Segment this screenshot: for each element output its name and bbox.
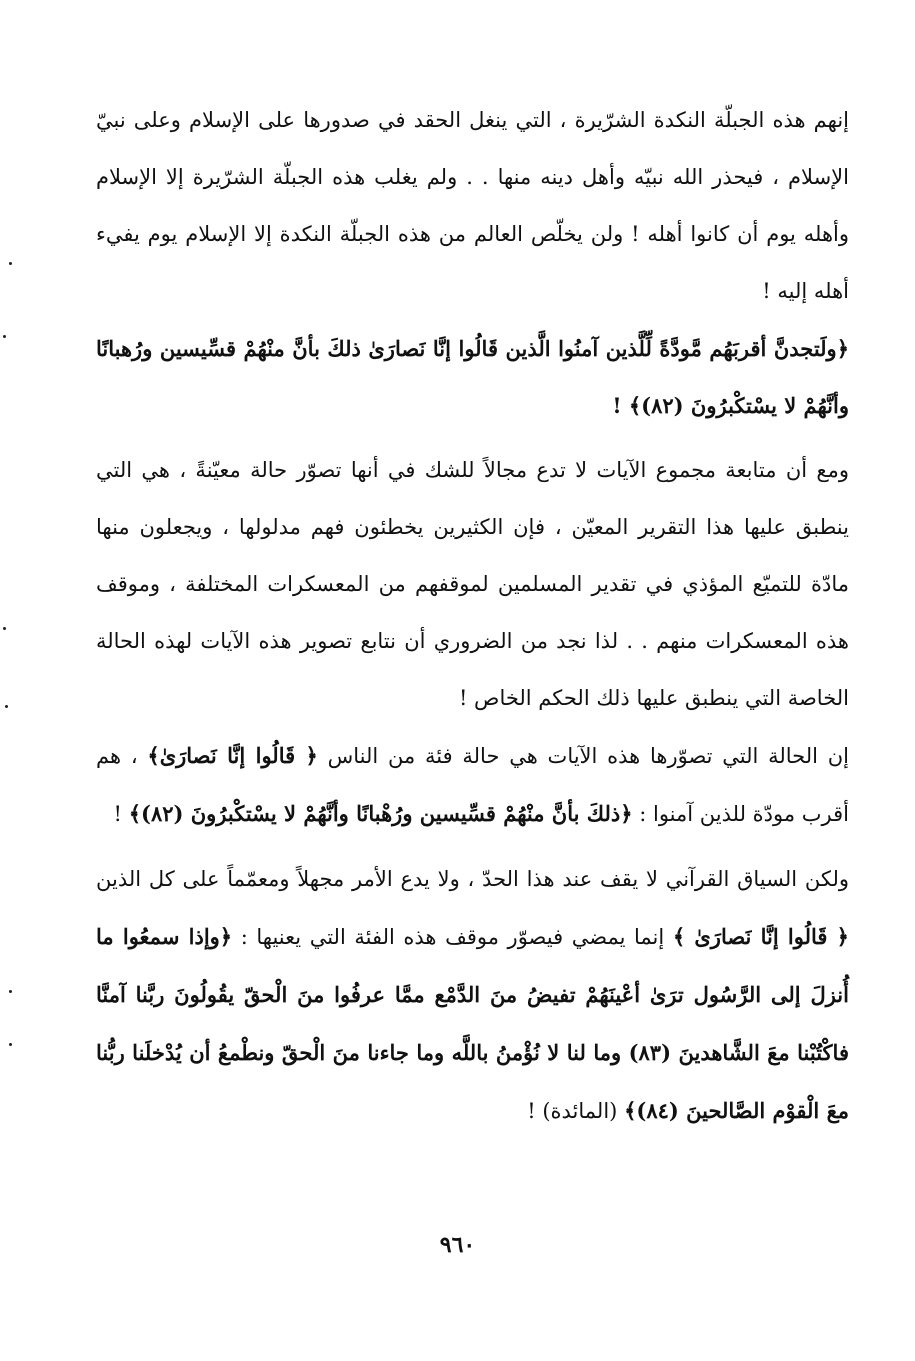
paragraph-3-text-a: إن الحالة التي تصوّرها هذه الآيات هي حالة فئة من الناس: [327, 744, 849, 768]
paragraph-4-text-b: إنما يمضي فيصوّر موقف هذه الفئة التي يعنيها :: [240, 925, 665, 949]
quran-quote-3: ﴿ قَالُوا إنَّا نَصارَىٰ ﴾: [672, 924, 849, 949]
scan-speck: [5, 705, 8, 708]
scan-speck: [9, 1043, 12, 1046]
paragraph-4-text-a: ولكن السياق القرآني لا يقف عند هذا الحدّ ، ولا يدع الأمر مجهلاً ومعمّماً على كل الذين: [96, 867, 849, 891]
paragraph-4-text-c: (المائدة) !: [527, 1099, 618, 1123]
page-body: [96, 92, 849, 1140]
paragraph-3-text-c: !: [113, 802, 122, 826]
quran-verses-83-84: ﴿وإذا سمعُوا ما أُنزلَ إلى الرَّسُول ترَىٰ أعْينَهُمْ تفيضُ منَ الدَّمْع ممَّا عرفُوا منَ الْحقّ يقُولُونَ ربَّنا آمنَّا فاكْتُبْنا معَ الشَّاهدينَ (٨٣) وما لنا لا نُؤْمنُ باللَّه وما جاءنا منَ الْحقّ ونطْمعُ أن يُدْخلَنا ربُّنا معَ الْقوْم الصَّالحينَ (٨٤)﴾: [96, 924, 849, 1123]
quran-quote-2: ﴿ذلكَ بأنَّ منْهُمْ قسِّيسين ورُهْبانًا وأنَّهُمْ لا يسْتكْبرُونَ (٨٢)﴾: [128, 801, 633, 826]
page-number: ٩٦٠: [439, 1232, 476, 1258]
scan-speck: [9, 990, 12, 993]
paragraph-1: إنهم هذه الجبلّة النكدة الشرّيرة ، التي ينغل الحقد في صدورها على الإسلام وعلى نبيّ الإسلام ، فيحذر الله نبيّه وأهل دينه منها . . ولم يغلب هذه الجبلّة الشرّيرة إلا الإسلام وأهله يوم أن كانوا أهله ! ولن يخلّص العالم من هذه الجبلّة النكدة إلا الإسلام يوم يفيء أهله إليه !: [96, 108, 849, 303]
scan-speck: [9, 262, 12, 265]
scan-speck: [3, 627, 6, 630]
quran-verse-82: ﴿ولَتجدنَّ أقربَهُم مَّودَّةً لِّلَّذين آمنُوا الَّذين قَالُوا إنَّا نَصارَىٰ ذلكَ بأنَّ منْهُمْ قسِّيسين ورُهبانًا وأنَّهُمْ لا يسْتكْبرُونَ (٨٢)﴾ !: [96, 336, 849, 418]
paragraph-2: ومع أن متابعة مجموع الآيات لا تدع مجالاً للشك في أنها تصوّر حالة معيّنةً ، هي التي ينطبق عليها هذا التقرير المعيّن ، فإن الكثيرين يخطئون فهم مدلولها ، ويجعلون منها مادّة للتميّع المؤذي في تقدير المسلمين لموقفهم من المعسكرات المختلفة ، وموقف هذه المعسكرات منهم . . لذا نجد من الضروري أن نتابع تصوير هذه الآيات لهذه الحالة الخاصة التي ينطبق عليها ذلك الحكم الخاص !: [96, 458, 849, 710]
paragraph-4: [96, 851, 849, 1140]
quran-quote-1: ﴿ قَالُوا إنَّا نَصارَىٰ﴾: [147, 743, 318, 768]
paragraph-3: [96, 727, 849, 843]
scan-speck: [3, 335, 6, 338]
paragraph-3-text-b: ، هم أقرب مودّة للذين آمنوا :: [96, 744, 849, 826]
